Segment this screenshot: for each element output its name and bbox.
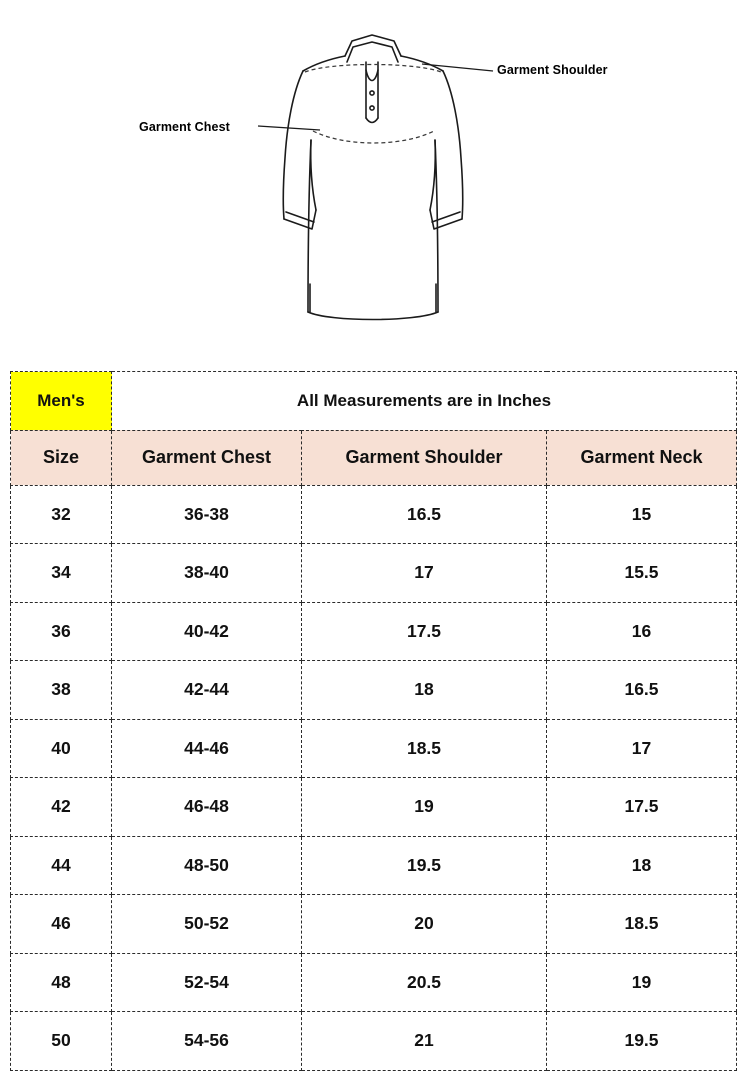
cell-garment-neck: 16.5 — [547, 661, 737, 720]
cell-garment-chest: 44-46 — [112, 719, 302, 778]
table-row — [11, 1012, 737, 1071]
callout-label-garment-chest: Garment Chest — [139, 120, 230, 134]
cell-size: 40 — [11, 719, 112, 778]
size-chart-container — [10, 371, 736, 1071]
cell-garment-chest: 52-54 — [112, 953, 302, 1012]
cell-garment-shoulder: 19 — [302, 778, 547, 837]
cell-garment-chest: 42-44 — [112, 661, 302, 720]
garment-illustration — [0, 0, 746, 360]
table-row — [11, 602, 737, 661]
cell-garment-shoulder: 21 — [302, 1012, 547, 1071]
cell-garment-shoulder: 18 — [302, 661, 547, 720]
cell-garment-shoulder: 17.5 — [302, 602, 547, 661]
cell-garment-shoulder: 20 — [302, 895, 547, 954]
cell-size: 32 — [11, 485, 112, 544]
cell-garment-shoulder: 19.5 — [302, 836, 547, 895]
table-row — [11, 544, 737, 603]
cell-garment-chest: 50-52 — [112, 895, 302, 954]
cell-garment-neck: 18 — [547, 836, 737, 895]
table-row — [11, 485, 737, 544]
column-header-garment-shoulder: Garment Shoulder — [302, 430, 547, 485]
cell-size: 50 — [11, 1012, 112, 1071]
column-header-size: Size — [11, 430, 112, 485]
cell-garment-neck: 17.5 — [547, 778, 737, 837]
table-header-row — [11, 430, 737, 485]
cell-garment-shoulder: 20.5 — [302, 953, 547, 1012]
table-row — [11, 661, 737, 720]
cell-size: 38 — [11, 661, 112, 720]
cell-size: 34 — [11, 544, 112, 603]
table-row — [11, 778, 737, 837]
table-title-row — [11, 372, 737, 431]
cell-garment-neck: 16 — [547, 602, 737, 661]
cell-garment-neck: 15.5 — [547, 544, 737, 603]
size-chart-table — [10, 371, 737, 1071]
cell-garment-neck: 18.5 — [547, 895, 737, 954]
column-header-garment-chest: Garment Chest — [112, 430, 302, 485]
cell-garment-shoulder: 18.5 — [302, 719, 547, 778]
cell-garment-neck: 15 — [547, 485, 737, 544]
gender-label-cell: Men's — [11, 372, 112, 431]
cell-garment-chest: 48-50 — [112, 836, 302, 895]
cell-size: 46 — [11, 895, 112, 954]
cell-size: 48 — [11, 953, 112, 1012]
table-row — [11, 895, 737, 954]
cell-garment-neck: 19.5 — [547, 1012, 737, 1071]
cell-garment-shoulder: 17 — [302, 544, 547, 603]
table-row — [11, 953, 737, 1012]
table-row — [11, 719, 737, 778]
column-header-garment-neck: Garment Neck — [547, 430, 737, 485]
cell-garment-chest: 38-40 — [112, 544, 302, 603]
kurta-line-drawing — [0, 0, 746, 360]
cell-garment-chest: 46-48 — [112, 778, 302, 837]
measurements-title-cell: All Measurements are in Inches — [112, 372, 737, 431]
cell-size: 44 — [11, 836, 112, 895]
cell-size: 42 — [11, 778, 112, 837]
cell-garment-neck: 17 — [547, 719, 737, 778]
table-row — [11, 836, 737, 895]
callout-label-garment-shoulder: Garment Shoulder — [497, 63, 608, 77]
cell-garment-chest: 36-38 — [112, 485, 302, 544]
cell-garment-shoulder: 16.5 — [302, 485, 547, 544]
cell-garment-chest: 54-56 — [112, 1012, 302, 1071]
cell-garment-neck: 19 — [547, 953, 737, 1012]
cell-size: 36 — [11, 602, 112, 661]
cell-garment-chest: 40-42 — [112, 602, 302, 661]
